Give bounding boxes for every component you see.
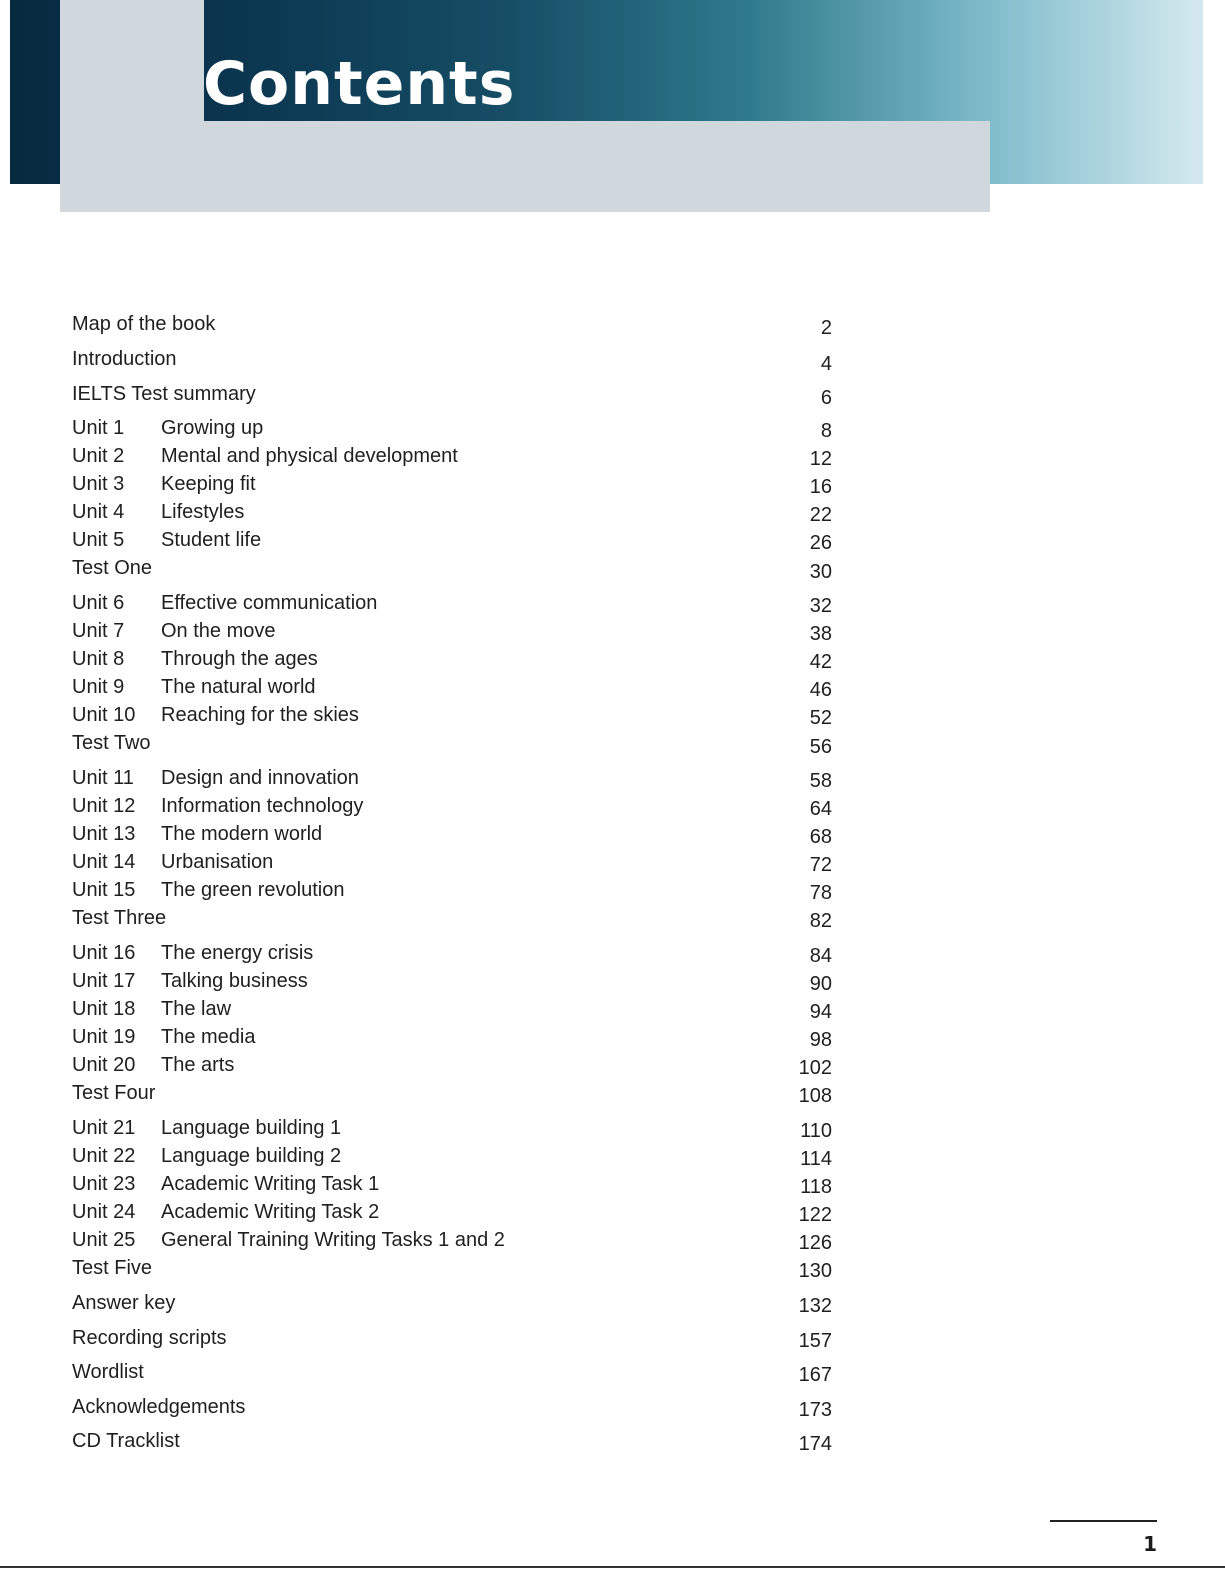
toc-entry-label: Unit 19 <box>72 1026 136 1048</box>
toc-entry-page: 108 <box>798 1085 832 1107</box>
toc-entry-label: Unit 8 <box>72 648 125 670</box>
toc-entry-page: 58 <box>809 770 832 792</box>
toc-entry-title: The arts <box>161 1054 235 1076</box>
toc-entry <box>0 994 900 1024</box>
toc-entry-label: Unit 17 <box>72 970 136 992</box>
toc-entry-page: 64 <box>809 798 832 820</box>
page-title: Contents <box>203 49 516 119</box>
toc-entry-label: Unit 21 <box>72 1117 136 1139</box>
toc-entry <box>0 344 900 374</box>
toc-entry-label: Unit 7 <box>72 620 125 642</box>
toc-entry <box>0 700 900 730</box>
toc-entry-title: Through the ages <box>161 648 318 670</box>
toc-entry-label: Unit 15 <box>72 879 136 901</box>
toc-entry <box>0 819 900 849</box>
toc-entry <box>0 1253 900 1283</box>
toc-entry-page: 52 <box>809 707 832 729</box>
toc-entry-title: The natural world <box>161 676 316 698</box>
toc-entry-page: 118 <box>800 1176 832 1198</box>
toc-entry-label: Unit 1 <box>72 417 125 439</box>
toc-entry-label: Answer key <box>72 1292 176 1314</box>
toc-entry-title: The modern world <box>161 823 323 845</box>
toc-entry <box>0 588 900 618</box>
toc-entry <box>0 1288 900 1318</box>
toc-entry-page: 6 <box>820 387 832 409</box>
toc-entry-page: 174 <box>798 1433 832 1455</box>
toc-entry-page: 94 <box>809 1001 832 1023</box>
toc-entry <box>0 309 900 339</box>
toc-entry-title: Effective communication <box>161 592 378 614</box>
toc-entry <box>0 1078 900 1108</box>
toc-entry-title: On the move <box>161 620 276 642</box>
toc-entry <box>0 672 900 702</box>
toc-entry-title: Growing up <box>161 417 264 439</box>
toc-entry-page: 122 <box>798 1204 832 1226</box>
toc-entry-title: Urbanisation <box>161 851 274 873</box>
toc-entry <box>0 379 900 409</box>
toc-entry-label: Unit 23 <box>72 1173 136 1195</box>
toc-entry-page: 98 <box>809 1029 832 1051</box>
toc-entry-page: 84 <box>809 945 832 967</box>
toc-entry-label: Recording scripts <box>72 1327 227 1349</box>
toc-entry-page: 126 <box>798 1232 832 1254</box>
toc-entry-label: Test Two <box>72 732 151 754</box>
toc-entry-title: Academic Writing Task 1 <box>161 1173 380 1195</box>
toc-entry <box>0 1323 900 1353</box>
toc-entry-title: Information technology <box>161 795 364 817</box>
toc-entry <box>0 1197 900 1227</box>
toc-entry-label: Test Three <box>72 907 167 929</box>
toc-entry-title: The law <box>161 998 232 1020</box>
toc-entry-label: Unit 16 <box>72 942 136 964</box>
toc-entry <box>0 1113 900 1143</box>
toc-entry-title: Student life <box>161 529 262 551</box>
toc-entry-label: Unit 5 <box>72 529 125 551</box>
toc-entry-page: 46 <box>809 679 832 701</box>
toc-entry-label: Unit 4 <box>72 501 125 523</box>
toc-entry-label: Unit 18 <box>72 998 136 1020</box>
bottom-rule <box>0 1566 1225 1568</box>
toc-entry-page: 167 <box>798 1364 832 1386</box>
toc-entry-page: 173 <box>798 1399 832 1421</box>
toc-entry <box>0 413 900 443</box>
toc-entry-page: 132 <box>798 1295 832 1317</box>
toc-entry <box>0 1022 900 1052</box>
toc-entry-label: Unit 22 <box>72 1145 136 1167</box>
toc-entry-title: The energy crisis <box>161 942 314 964</box>
toc-entry <box>0 1357 900 1387</box>
toc-entry <box>0 847 900 877</box>
toc-entry-title: Reaching for the skies <box>161 704 359 726</box>
toc-entry-page: 157 <box>798 1330 832 1352</box>
toc-entry-page: 4 <box>820 353 832 375</box>
toc-entry <box>0 1050 900 1080</box>
toc-entry-page: 12 <box>809 448 832 470</box>
toc-entry-label: Unit 24 <box>72 1201 136 1223</box>
toc-entry <box>0 1392 900 1422</box>
toc-entry <box>0 616 900 646</box>
toc-entry-label: Unit 6 <box>72 592 125 614</box>
toc-entry-page: 78 <box>809 882 832 904</box>
page-number: 1 <box>1143 1532 1157 1556</box>
toc-entry-label: Test One <box>72 557 153 579</box>
toc-entry-label: Map of the book <box>72 313 216 335</box>
toc-entry-title: Keeping fit <box>161 473 256 495</box>
toc-entry <box>0 1426 900 1456</box>
toc-entry-title: Academic Writing Task 2 <box>161 1201 380 1223</box>
toc-entry <box>0 553 900 583</box>
toc-entry-label: Unit 13 <box>72 823 136 845</box>
toc-entry-page: 8 <box>820 420 832 442</box>
toc-entry-label: Acknowledgements <box>72 1396 246 1418</box>
toc-entry <box>0 441 900 471</box>
toc-entry-page: 114 <box>800 1148 832 1170</box>
toc-entry-page: 102 <box>798 1057 832 1079</box>
toc-entry-title: Talking business <box>161 970 308 992</box>
toc-entry-title: Language building 2 <box>161 1145 342 1167</box>
toc-entry-label: Unit 3 <box>72 473 125 495</box>
toc-entry <box>0 903 900 933</box>
toc-entry <box>0 791 900 821</box>
toc-entry-page: 30 <box>809 561 832 583</box>
toc-entry <box>0 966 900 996</box>
toc-entry <box>0 1141 900 1171</box>
toc-entry-page: 56 <box>809 736 832 758</box>
toc-entry-label: Test Five <box>72 1257 153 1279</box>
toc-entry-title: General Training Writing Tasks 1 and 2 <box>161 1229 505 1251</box>
toc-entry <box>0 763 900 793</box>
toc-entry-page: 90 <box>809 973 832 995</box>
toc-entry-label: Unit 10 <box>72 704 136 726</box>
toc-entry-page: 110 <box>800 1120 832 1142</box>
toc-entry-page: 38 <box>809 623 832 645</box>
toc-entry-page: 68 <box>809 826 832 848</box>
toc-entry-title: The media <box>161 1026 256 1048</box>
toc-entry-title: Mental and physical development <box>161 445 458 467</box>
toc-entry-page: 26 <box>809 532 832 554</box>
toc-entry-label: Test Four <box>72 1082 156 1104</box>
toc-entry <box>0 938 900 968</box>
toc-entry-title: Language building 1 <box>161 1117 342 1139</box>
toc-entry-label: Unit 2 <box>72 445 125 467</box>
toc-entry-page: 22 <box>809 504 832 526</box>
toc-entry-page: 42 <box>809 651 832 673</box>
footer-rule <box>1050 1520 1157 1522</box>
toc-entry <box>0 1225 900 1255</box>
toc-entry-label: Unit 14 <box>72 851 136 873</box>
toc-entry-label: Introduction <box>72 348 177 370</box>
toc-entry-label: Unit 9 <box>72 676 125 698</box>
toc-entry <box>0 728 900 758</box>
toc-entry-label: Unit 20 <box>72 1054 136 1076</box>
toc-entry-label: Unit 11 <box>72 767 134 789</box>
toc-entry-page: 82 <box>809 910 832 932</box>
toc-entry-label: IELTS Test summary <box>72 383 256 405</box>
toc-entry-title: Lifestyles <box>161 501 245 523</box>
toc-entry-label: Wordlist <box>72 1361 144 1383</box>
toc-entry <box>0 875 900 905</box>
toc-entry-page: 72 <box>809 854 832 876</box>
toc-entry-page: 16 <box>809 476 832 498</box>
toc-entry-label: Unit 12 <box>72 795 136 817</box>
toc-entry <box>0 644 900 674</box>
toc-entry-page: 130 <box>798 1260 832 1282</box>
toc-entry <box>0 497 900 527</box>
toc-entry-page: 32 <box>809 595 832 617</box>
toc-entry-title: Design and innovation <box>161 767 359 789</box>
toc-entry <box>0 1169 900 1199</box>
toc-entry <box>0 525 900 555</box>
toc-entry-label: CD Tracklist <box>72 1430 180 1452</box>
toc-entry <box>0 469 900 499</box>
toc-entry-label: Unit 25 <box>72 1229 136 1251</box>
toc-entry-page: 2 <box>820 317 832 339</box>
toc-entry-title: The green revolution <box>161 879 345 901</box>
